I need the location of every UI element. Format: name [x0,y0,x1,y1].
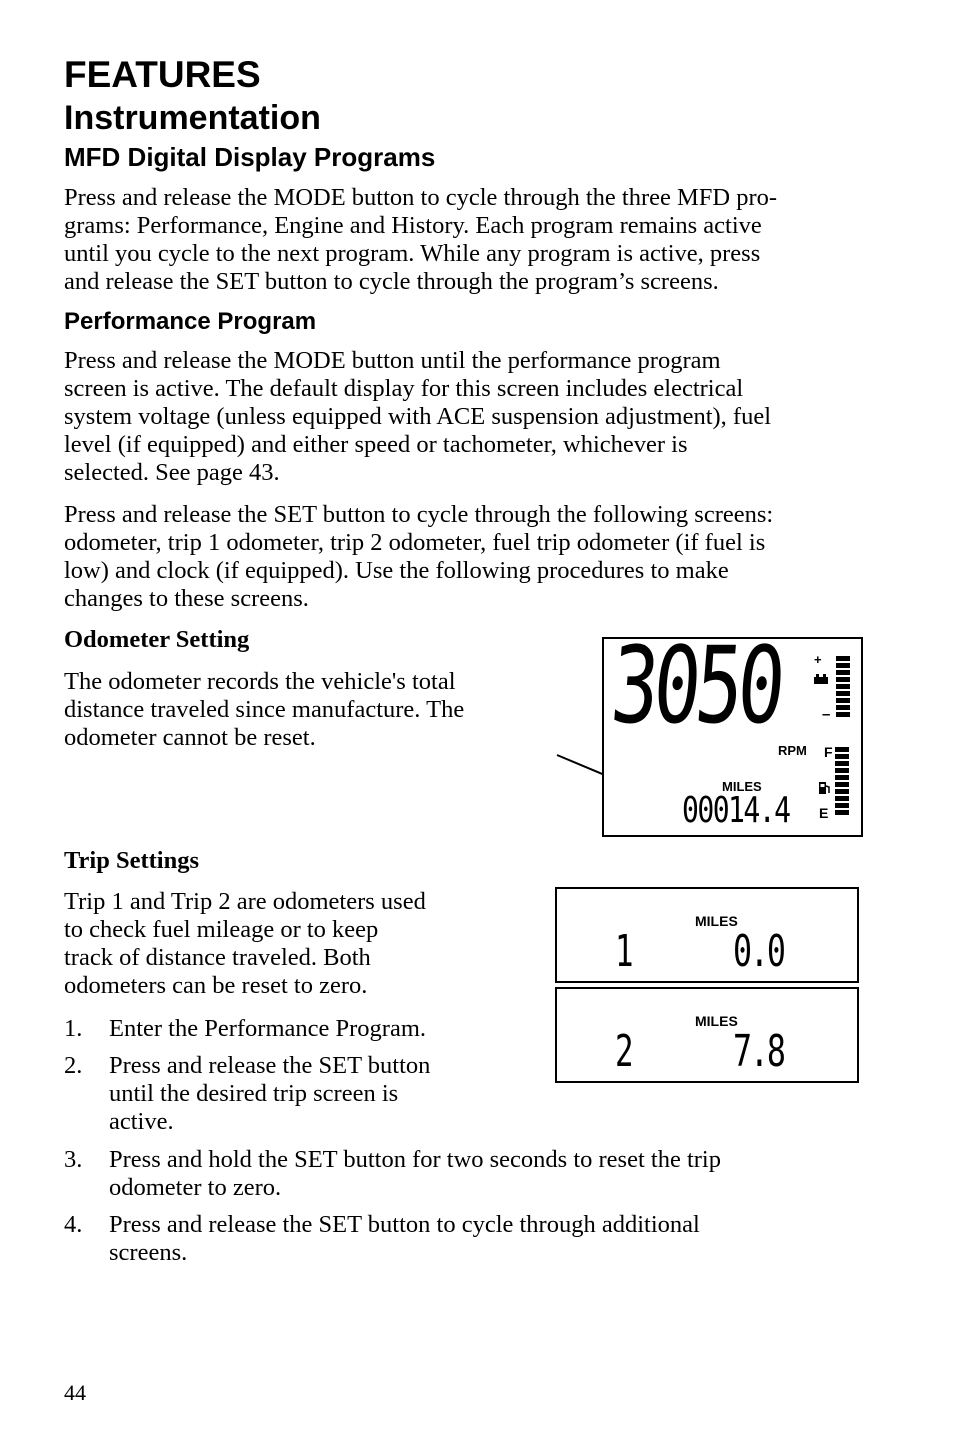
text-line: low) and clock (if equipped). Use the following procedures to make [64,557,729,584]
trip-value: 7.8 [733,1026,784,1077]
step-text: Press and release the SET button to cycle through additional screens. [109,1211,700,1266]
text-line: Press and release the MODE button to cycle through the three MFD pro- [64,184,778,211]
fuel-full-label: F [824,744,833,760]
text-line: distance traveled since manufacture. The [64,696,465,723]
text-line: odometers can be reset to zero. [64,972,368,999]
odometer-paragraph [64,668,464,752]
step-item [64,1052,484,1136]
text-line: selected. See page 43. [64,459,280,486]
step-number: 4. [64,1211,83,1238]
page-number: 44 [64,1380,86,1405]
miles-label: MILES [695,913,738,929]
text-line: Press and release the MODE button until the performance program [64,347,721,374]
step-number: 3. [64,1146,83,1173]
step-text: Press and release the SET button until the desired trip screen is active. [109,1052,431,1135]
fuel-bar-gauge [835,747,849,815]
fuel-empty-label: E [819,805,829,821]
text-line: track of distance traveled. Both [64,944,371,971]
step-item [64,1015,484,1043]
miles-label: MILES [722,779,762,794]
performance-paragraph-1 [64,347,771,487]
text-line: grams: Performance, Engine and History. Each program remains active [64,212,762,239]
step-text: Enter the Performance Program. [109,1015,427,1042]
trip2-display [555,987,859,1083]
trip-index: 1 [615,926,634,977]
odometer-heading: Odometer Setting [64,626,250,653]
battery-icon [813,674,829,685]
page-title: Instrumentation [64,99,321,137]
subsection-title: MFD Digital Display Programs [64,142,436,172]
text-line: Press and release the SET button to cycle through the following screens: [64,501,774,528]
text-line: to check fuel mileage or to keep [64,916,379,943]
speed-readout: 3050 [606,624,785,747]
text-line: level (if equipped) and either speed or tachometer, whichever is [64,431,688,458]
mfd-performance-display [602,624,863,837]
intro-paragraph [64,184,777,296]
section-title: FEATURES [64,54,261,95]
text-line: and release the SET button to cycle through the program’s screens. [64,268,719,295]
text-line: The odometer records the vehicle's total [64,668,456,695]
text-line: odometer, trip 1 odometer, trip 2 odometer, fuel trip odometer (if fuel is [64,529,766,556]
voltage-plus: + [814,652,822,667]
step-item [64,1146,884,1202]
rpm-label: RPM [778,743,807,758]
performance-heading: Performance Program [64,308,317,335]
trip-value: 0.0 [733,926,784,977]
text-line: screen is active. The default display for this screen includes electrical [64,375,744,402]
miles-label: MILES [695,1013,738,1029]
text-line: Trip 1 and Trip 2 are odometers used [64,888,426,915]
trip-index: 2 [615,1026,634,1077]
odometer-readout: 00014.4 [682,790,790,831]
text-line: changes to these screens. [64,585,309,612]
step-number: 2. [64,1052,83,1079]
text-line: odometer cannot be reset. [64,724,316,751]
fuel-pump-icon [818,781,830,795]
text-line: until you cycle to the next program. While any program is active, press [64,240,761,267]
step-item [64,1211,884,1267]
trip-paragraph [64,888,426,1000]
performance-paragraph-2 [64,501,773,613]
trip1-display [555,887,859,983]
step-text: Press and hold the SET button for two seconds to reset the trip odometer to zero. [109,1146,721,1201]
voltage-minus: – [822,706,831,723]
voltage-bar-gauge [836,656,850,717]
text-line: system voltage (unless equipped with ACE suspension adjustment), fuel [64,403,772,430]
step-number: 1. [64,1015,83,1042]
trip-heading: Trip Settings [64,847,199,874]
